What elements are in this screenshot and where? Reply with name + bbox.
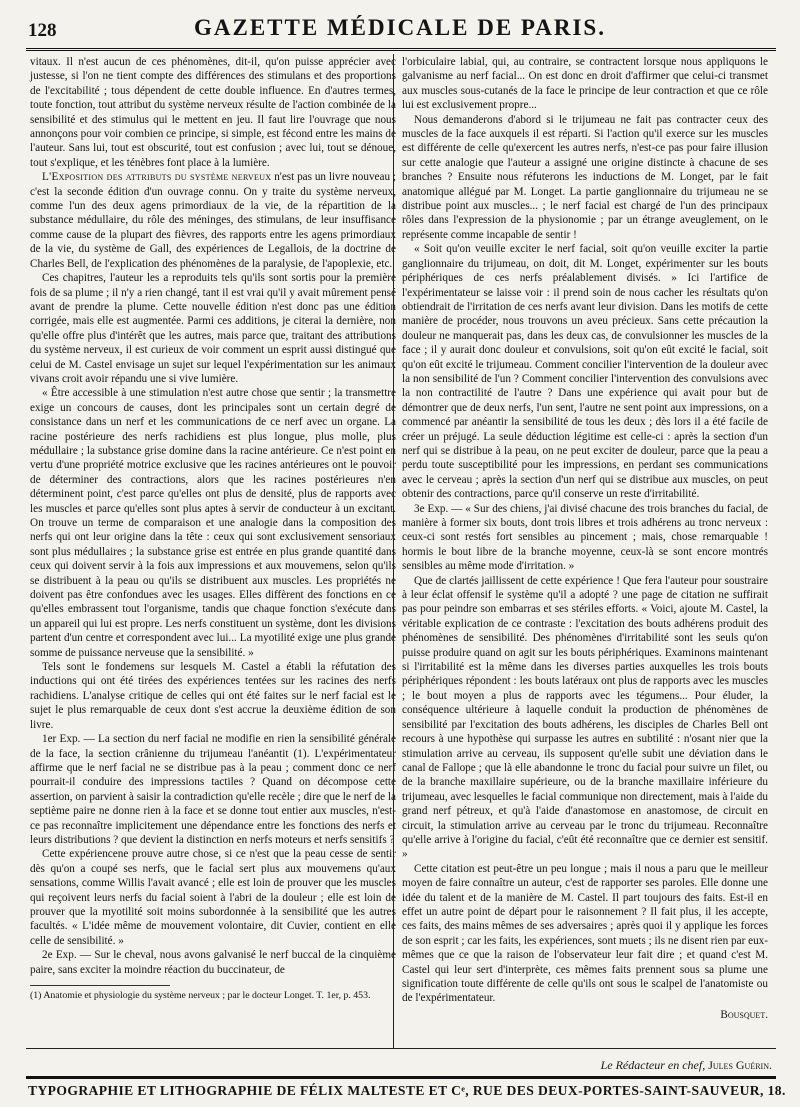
book-title: L'Exposition des attributs du système nerveux xyxy=(42,171,272,184)
paragraph: Cette expériencene prouve autre chose, si ce n'est que la peau cesse de sentir dès qu'on a coupé ses nerfs, que le facial sert plus aux mouvemens qu'aux sensations, comme Willis l'avait avancé ; elle est loin de prouver que les muscles qui reçoivent leurs nerfs du facial soient à l'abri de la douleur ; elle est loin de prouver que la myotilité soit moins subordonnée à la sensibilité que les autres facultés. « L'idée même de mouvement volontaire, dit Cuvier, contient en elle celle de sensibilité. » xyxy=(30,848,396,947)
paragraph: vitaux. Il n'est aucun de ces phénomènes, dit-il, qu'on puisse apprécier avec justesse, si l'on ne tient compte des différences des stimulans et des proportions de l'excitabilité ; tous dépendent de cette double influence. En d'autres termes, toute fonction, tout attribut du système nerveux résulte de l'action combinée de la sensibilité et des stimulus qui le mettent en jeu. Il faut lire l'ouvrage que nous annonçons pour voir combien ce principe, si simple, est fécond entre les mains de l'auteur. Sans lui, tout est obscurité, tout est confusion ; avec lui, tout se dénoue, tout s'explique, et les ténèbres font place à la lumière. xyxy=(30,56,396,169)
left-column xyxy=(30,55,396,1002)
paragraph: « Soit qu'on veuille exciter le nerf facial, soit qu'on veuille exciter la partie ganglionnaire du trijumeau, on doit, dit M. Longet, expérimenter sur les bouts périphériques de ces nerfs préalablement divisés. » Ici l'artifice de l'expérimentateur se laisse voir : il prend soin de nous cacher les résultats qu'on obtiendrait de l'irritation de ces nerfs avant leur division. Dans les motifs de cette manière de procéder, nous trouvons un aveu précieux. Sans cette précaution la douleur ne manquerait pas, dans les deux cas, de convulsionner les muscles de la face ; il y aurait donc douleur et convulsions, soit qu'on eût excité le facial, soit qu'on eût excité le trijumeau. Comment concilier l'intervention de la douleur avec la non sensibilité de l'un ? Comment concilier l'intervention des convulsions avec la non contractilité de l'autre ? Dans une expérience qui avait pour but de démontrer que de deux nerfs, l'un sent, l'autre ne sent point aux impressions, on a commencé par anéantir la sensibilité de tous les deux ; dès lors il a été facile de créer un préjugé. La seule déduction légitime est celle-ci : après la section d'un nerf qui se distribue à la peau, on ne peut exciter de douleur, parce que la peau a perdu toute susceptibilité pour les impressions, en perdant ses communications avec le cerveau ; après la section d'un nerf qui se distribue aux muscles, on peut obtenir des contractions, parce qu'il conserve un reste d'irritabilité. xyxy=(402,243,768,501)
paragraph: Nous demanderons d'abord si le trijumeau ne fait pas contracter ceux des muscles de la face auxquels il est réparti. Si l'action qu'il exerce sur les muscles est différente de celle qu'exercent les autres nerfs, n'est-ce pas pour faire illusion sur cette analogie que l'auteur a assigné une origine distincte à chacune de ses branches ? Ensuite nous réfuterons les inductions de M. Longet, par le fait anatomique allégué par M. Longet. La partie ganglionnaire du trijumeau ne se distribue point aux muscles... ; le nerf facial est chargé de l'un des principaux rôles dans l'expression de la physionomie ; par un étrange aveuglement, on le représente comme incapable de sentir ! xyxy=(402,113,768,241)
author-signature: Bousquet. xyxy=(720,1008,768,1021)
paragraph: l'orbiculaire labial, qui, au contraire, se contractent lorsque nous appliquons le galvanisme au nerf facial... On est donc en droit d'affirmer que celui-ci transmet aux muscles sous-cutanés de la face le principe de leur contraction et que ce rôle lui est exclusivement propre... xyxy=(402,56,768,112)
paragraph xyxy=(30,170,396,271)
footnote: (1) Anatomie et physiologie du système nerveux ; par le docteur Longet. T. 1er, p. 453. xyxy=(30,990,371,1001)
editor-label: Le Rédacteur en chef, xyxy=(600,1058,709,1072)
header-rule xyxy=(26,48,776,51)
printer-imprint: TYPOGRAPHIE ET LITHOGRAPHIE DE FÉLIX MALTESTE ET Cᵉ, RUE DES DEUX-PORTES-SAINT-SAUVEUR, 18. xyxy=(28,1083,786,1098)
paragraph: Que de clartés jaillissent de cette expérience ! Que fera l'auteur pour soustraire à leur éclat offensif le système qu'il a adopté ? une page de citation ne suffirait pas pour peindre son embarras et ses stériles efforts. « Voici, ajoute M. Castel, la véritable explication de ce contraste : l'excitation des bouts adhérens produit des phénomènes de sensibilité. Des phénomènes d'irritabilité sont les seuls qu'on puisse produire quand on agit sur les bouts périphériques. Examinons maintenant si l'irritabilité est la même dans les diverses parties auxquelles les trois bouts périphériques répondent : les bouts latéraux ont plus de rapports avec les muscles ; le bout moyen a plus de rapports avec les tégumens... Pour éluder, la conséquence ultérieure à laquelle conduit la production de phénomènes de sensibilité par l'excitation des bouts adhérens, les disciples de Charles Bell ont recours à une hypothèse qui surpasse les autres en subtilité : n'osant nier que la stimulation arrive au cerveau, ils supposent qu'elle subit une déviation dans le canal de Fallope ; que là elle abandonne le tronc du facial pour suivre un filet, ou de la branche maxillaire supérieure, ou de la branche maxillaire inférieure du trijumeau, avec lesquelles le facial communique non directement, mais à l'aide du grand nerf pétreux, et qu'à l'aide d'anastomose en anastomose, de circuit en circuit, la stimulation arrive au cerveau par le tronc du trijumeau. Reconnaître qu'elle arrive à l'origine du facial, c'eût été reconnaître que ce dernier est sensitif. » xyxy=(402,574,768,861)
experiment-paragraph: 3e Exp. — « Sur des chiens, j'ai divisé chacune des trois branches du facial, de manière à former six bouts, dont trois libres et trois adhérens au tronc nerveux : ceux-ci sont restés fort sensibles au pincement ; mais, chose remarquable ! hormis le bout libre de la branche moyenne, ceux-là se sont encore montrés sensibles au même mode d'irritation. » xyxy=(402,502,768,573)
quote-paragraph: « Être accessible à une stimulation n'est autre chose que sentir ; la transmettre exige un concours de causes, dont les principales sont un certain degré de consistance dans un nerf et les communications de ce nerf avec un organe. La racine postérieure des nerfs rachidiens est plus longue, plus molle, plus médullaire ; la substance grise domine dans la racine antérieure. Ce n'est point en vertu d'une propriété motrice exclusive que les racines antérieures ont le pouvoir de déterminer des contractions, alors que les racines postérieures n'en déterminent point, c'est parce qu'elles ont plus de densité, plus de rapports avec les muscles et parce qu'elles sont plus aptes à servir de conducteur à un excitant. On trouve un terme de comparaison et une analogie dans la composition des nerfs qui ont leur origine dans la tête : ceux qui sont exclusivement sensoriaux sont plus médullaires ; la substance grise est entrée en plus grande quantité dans ceux qui doivent servir à la fois aux impressions et aux mouvemens, selon qu'ils se distribuent à la peau ou qu'ils se distribuent aux muscles. Les propriétés ne doivent pas être confondues avec les usages. Elles diffèrent des fonctions en ce qu'elles embrassent tout l'organisme, tandis que chaque fonction s'exécute dans un appareil qui lui est propre. Les nerfs constituent un système, dont les divisions partent d'un centre et correspondent avec lui... La myotilité exige une plus grande somme de puissance nerveuse que la sensibilité. » xyxy=(30,387,396,659)
experiment-paragraph: 2e Exp. — Sur le cheval, nous avons galvanisé le nerf buccal de la cinquième paire, sans exciter la moindre réaction du buccinateur, de xyxy=(30,949,396,976)
experiment-paragraph: 1er Exp. — La section du nerf facial ne modifie en rien la sensibilité générale de la face, la section crânienne du trijumeau l'anéantit (1). L'expérimentateur affirme que le nerf facial ne se distribue pas à la peau ; comment donc ce nerf pourrait-il conduire des impressions tactiles ? Quand on décompose cette assertion, on parvient à saisir la contradiction qu'elle recèle ; dire que le nerf de la septième paire ne donne rien à la face et se donne tout entier aux muscles, n'est-ce pas reconnaître implicitement une dépendance entre les fonctions des nerfs et leurs distributions ? que devient la distinction en nerfs moteurs et nerfs sensitifs ? xyxy=(30,733,396,846)
masthead-title: GAZETTE MÉDICALE DE PARIS. xyxy=(194,15,606,40)
column-divider xyxy=(393,54,394,1048)
editor-name: Jules Guérin. xyxy=(708,1058,772,1072)
paragraph: Tels sont le fondemens sur lesquels M. Castel a établi la réfutation des inductions qui ont été tirées des expériences tentées sur les racines des nerfs rachidiens. L'analyse critique de celles qui ont été faites sur le nerf facial est le sujet le plus remarquable de ceux dont s'est accrue la deuxième édition de son livre. xyxy=(30,661,396,731)
footnote-rule xyxy=(30,985,170,986)
imprint-rule xyxy=(26,1076,776,1079)
page-number: 128 xyxy=(28,20,57,41)
paragraph-text: n'est pas un livre nouveau ; c'est la seconde édition d'un ouvrage connu. On y traite du système nerveux, comme l'un des deux agens primordiaux de la vie, de la répartition de la substance médullaire, du rôle des méninges, des stimulans, de leur insuffisance comme cause de la plupart des fièvres, des rapports entre les agens primordiaux de la vie, du système de Gall, des expériences de Legallois, de la doctrine de Charles Bell, de l'explication des phénomènes de la paralysie, de l'apoplexie, etc. xyxy=(30,171,396,270)
paragraph: Cette citation est peut-être un peu longue ; mais il nous a paru que le meilleur moyen de faire connaître un auteur, c'est de rapporter ses paroles. Elle donne une idée du talent et de la manière de M. Castel. Il part toujours des faits. Est-il en effet un autre point de départ pour le raisonnement ? Il fait plus, il les accepte, ces faits, des mains mêmes de ses adversaires ; après quoi il y applique les forces de son esprit ; car les faits, les expériences, sont muets ; ils ne disent rien par eux-mêmes que ce que la raison de l'observateur leur fait dire ; et quand c'est M. Castel qui leur sert d'interprète, ces mêmes faits prennent sous sa plume une signification toute différente de celle qu'ils ont sous le scalpel de l'anatomiste ou de l'expérimentateur. xyxy=(402,862,768,1005)
paragraph: Ces chapitres, l'auteur les a reproduits tels qu'ils sont sortis pour la première fois de sa plume ; il n'y a rien changé, tant il est vrai qu'il y avait mûrement pensé avant de prendre la plume. Cette nouvelle édition n'est donc pas une édition corrigée, mais elle est augmentée. Parmi ces additions, je citerai la dernière, non qu'elle offre plus d'intérêt que les autres, mais parce que, traitant des attributions du système nerveux, il est curieux de voir comment un esprit aussi distingué que celui de M. Castel envisage un sujet sur lequel l'expérimentation sur les animaux vivans croit avoir répandu une si vive lumière. xyxy=(30,272,396,385)
footer-rule xyxy=(26,1048,776,1049)
right-column xyxy=(402,55,768,1022)
editor-credit xyxy=(601,1058,772,1073)
